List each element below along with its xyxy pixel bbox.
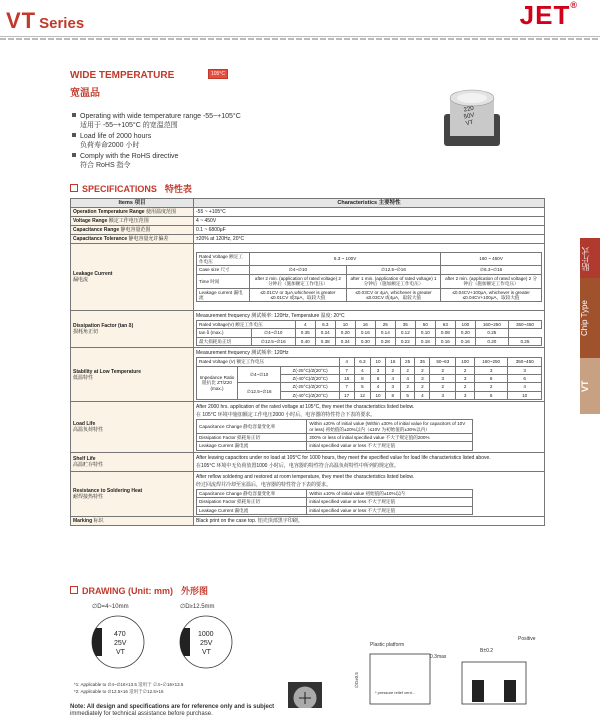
table-row: Capacitance Tolerance 静电容量允许偏差 ±20% at 120Hz, 20°C (71, 235, 545, 244)
side-tab-bottom: VT (580, 380, 590, 392)
svg-text:0.3max: 0.3max (430, 654, 447, 660)
table-cell: 0.22 (395, 337, 415, 345)
table-cell: 0.20 (335, 329, 355, 337)
table-cell: 3 (430, 391, 456, 399)
table-cell: 16 (355, 321, 375, 329)
table-cell: 2 (400, 383, 415, 391)
table-row: Dissipation Factor (tan δ) 损耗角正切 Measurement frequency 测试频率: 120Hz, Temperature 温度: 20°C Rated Voltage(V) 额定工作电压 4 6.3 10 16 25 35 50 63 100 160~250 350~450 tan δ (max.) ∅4~∅10 0.35 0.24 0.20 0.16 0.14 0.12 0.10 0.08 0.20 0.25 最大损耗角正切 ∅12.5~∅16 0.40 0.38 0.34 0.30 0.28 0.22 0.18 0.16 0.16 0.20 0.25 (71, 311, 545, 348)
table-cell: 25 (375, 321, 395, 329)
series-title (6, 8, 84, 34)
table-cell: 3 (456, 391, 474, 399)
table-row: Resistance to Soldering Heat 耐焊接热特性 After reflow soldering and restored at room temperature, they meet the characteristics listed below. 经过回流焊并冷却至室温后，电容器的特性符合下表的要求。 Capacitance Change 静电容量变化率 Within ±10% of initial value 初始值的±10%以内 Dissipation Factor 损耗角正切 initial specified value or less 不大于规定值 Leakage Current 漏电流 initial specified value or less 不大于规定值 (71, 471, 545, 516)
table-cell: 0.16 (355, 329, 375, 337)
table-cell: 4 (354, 366, 371, 374)
table-row: Load Life 高温负荷特性 After 2000 hrs. application of the rated voltage at 105°C, they meet the characteristics listed below. 在 105°C 环境中施加额定工作电压2000 小时后，电容器的特性符合下表的要求。 Capacitance Change 静电容量变化率 Within ±20% of initial value (Within ±30% of initial value for capacitors of 10V or less) 初始值的±20%以内（≤10V 为初始值的±30%以内） Dissipation Factor 损耗角正切 200% or less of initial specified value 不大于规定值的200% Leakage Current 漏电流 initial specified value or less 不大于规定值 (71, 402, 545, 453)
table-cell: 0.24 (315, 329, 335, 337)
table-row: Shelf Life 高温贮存特性 After leaving capacitors under no load at 105°C for 1000 hours, they meet the specified value for load life characteristics listed above. 在105°C 环境中无负荷放置1000 小时后，电容器的特性符合高温负荷特性中所列的规定值。 (71, 452, 545, 471)
header-dashes (0, 38, 600, 40)
table-row: Leakage Current 漏电流 Rated Voltage 额定工作电压 6.3 ~ 100V 160 ~ 450V Case size 尺寸 ∅4~∅10 ∅12.5~∅16 ∅6.3~∅16 Time 时间 after 2 min. (application of rated voltage) 2 分钟后（施加额定工作电压） after 1 min. (application of rated voltage) 1 分钟后（施加额定工作电压） after 2 min. (application of rated voltage) 2 分钟后（施加额定工作电压） Leakage current 漏电流 ≤0.01CV or 3μA,whichever is greater ≤0.01CV 或3μA，取较大值 ≤0.03CV or 4μA, whichever is greater ≤0.03CV 或4μA，取较大值 ≤0.04CV+100μA, whichever is greater ≤0.04CV+100μA，取较大值 (71, 244, 545, 311)
table-cell: 2 (400, 366, 415, 374)
table-cell: 4 (385, 375, 400, 383)
series-word: Series (39, 15, 85, 32)
table-cell: 16 (385, 358, 400, 366)
table-cell: 100 (456, 358, 474, 366)
feature-item: Load life of 2000 hours 负荷寿命2000 小时 (72, 132, 151, 150)
table-cell: 2 (456, 366, 474, 374)
table-cell: 7 (339, 366, 354, 374)
specifications-table (70, 198, 545, 526)
table-cell: 10 (371, 391, 386, 399)
table-cell: 0.20 (475, 337, 508, 345)
table-cell: 2 (415, 366, 430, 374)
table-cell: 8 (385, 391, 400, 399)
table-cell: 4 (339, 358, 354, 366)
table-cell: 6 (508, 375, 542, 383)
svg-text:25V: 25V (200, 640, 213, 647)
table-cell: 4 (508, 383, 542, 391)
table-cell: 15 (339, 375, 354, 383)
table-cell: 5 (400, 391, 415, 399)
table-cell: 3 (456, 375, 474, 383)
table-cell: 0.14 (375, 329, 395, 337)
svg-text:Positive: Positive (518, 636, 536, 642)
capacitor-image (440, 88, 504, 148)
table-cell: 0.16 (435, 337, 455, 345)
table-cell: 0.30 (355, 337, 375, 345)
table-cell: 0.35 (295, 329, 315, 337)
table-cell: 25 (400, 358, 415, 366)
table-cell: 4 (371, 383, 386, 391)
table-cell: 0.25 (475, 329, 508, 337)
svg-text:*2: Applicable to ∅12.5×16 适用于: *2: Applicable to ∅12.5×16 适用于∅12.5×16 (74, 689, 164, 694)
col-items: Items 项目 (71, 199, 194, 208)
stability-table: Rated Voltage (V) 额定工作电压 4 6.3 10 16 25 35 50~63 100 160~250 350~450 Impedance Ratio 阻抗比 ZT/Z20 (max.) ∅4~∅10 Z(-25°C)/Z(20°C) 7 4 3 2 2 2 2 2 3 3 Z(-40°C)/Z(20°C) 15 8 6 4 4 3 3 3 6 6 ∅12.5~∅16 Z(-25°C)/Z(20°C) 7 5 4 3 2 2 2 2 2 4 Z(-40°C)/Z(20°C) 17 12 10 8 5 4 3 3 6 10 (196, 357, 542, 400)
table-cell: 6 (474, 375, 508, 383)
table-cell: 2 (430, 383, 456, 391)
svg-text:∅D±0.5: ∅D±0.5 (354, 672, 359, 688)
logo-registered-mark: ® (570, 0, 578, 10)
table-row: Operation Temperature Range 使用温度范围 -55 ~ +105°C (71, 208, 545, 217)
svg-text:Plastic platform: Plastic platform (370, 642, 405, 648)
table-cell: 2 (474, 383, 508, 391)
header-divider (0, 36, 600, 37)
feature-item: Comply with the RoHS directive 符合 RoHS 指令 (72, 152, 178, 170)
dissipation-table: Rated Voltage(V) 额定工作电压 4 6.3 10 16 25 35 50 63 100 160~250 350~450 tan δ (max.) ∅4~∅10 0.35 0.24 0.20 0.16 0.14 0.12 0.10 0.08 0.20 0.25 最大损耗角正切 ∅12.5~∅16 0.40 0.38 0.34 0.30 0.28 0.22 0.18 0.16 0.16 0.20 0.25 (196, 320, 542, 346)
table-cell: 0.34 (335, 337, 355, 345)
table-cell: 63 (435, 321, 455, 329)
table-cell: 50 (415, 321, 435, 329)
wide-temperature-title: WIDE TEMPERATURE (70, 70, 175, 81)
side-tab-top: 貼片式 (581, 247, 590, 271)
svg-text:∅D≥12.5mm: ∅D≥12.5mm (180, 604, 215, 610)
table-cell: 350~450 (508, 358, 542, 366)
side-tab-middle: Chip Type (580, 300, 589, 336)
load-life-table: Capacitance Change 静电容量变化率 Within ±20% of initial value (Within ±30% of initial value for capacitors of 10V or less) 初始值的±20%以内（≤10V 为初始值的±30%以内） Dissipation Factor 损耗角正切 200% or less of initial specified value 不大于规定值的200% Leakage Current 漏电流 initial specified value or less 不大于规定值 (196, 419, 473, 451)
table-cell: 7 (339, 383, 354, 391)
table-cell: 2 (456, 383, 474, 391)
svg-text:VT: VT (202, 649, 211, 656)
table-cell: 100 (455, 321, 475, 329)
svg-text:25V: 25V (114, 640, 127, 647)
footer-note: Note: All design and specifications are for reference only and is subject immediately for technical assistance before purchase. (70, 704, 275, 717)
table-row: Capacitance Range 静电容量范围 0.1 ~ 6800μF (71, 226, 545, 235)
col-characteristics: Characteristics 主要特性 (194, 199, 545, 208)
svg-text:B±0.2: B±0.2 (480, 648, 494, 654)
table-cell: 3 (385, 383, 400, 391)
table-cell: 8 (354, 375, 371, 383)
table-cell: 6.3 (315, 321, 335, 329)
leakage-table: Rated Voltage 额定工作电压 6.3 ~ 100V 160 ~ 450V Case size 尺寸 ∅4~∅10 ∅12.5~∅16 ∅6.3~∅16 Time 时间 after 2 min. (application of rated voltage) 2 分钟后（施加额定工作电压） after 1 min. (application of rated voltage) 1 分钟后（施加额定工作电压） after 2 min. (application of rated voltage) 2 分钟后（施加额定工作电压） Leakage current 漏电流 ≤0.01CV or 3μA,whichever is greater ≤0.01CV 或3μA，取较大值 ≤0.03CV or 4μA, whichever is greater ≤0.03CV 或4μA，取较大值 ≤0.04CV+100μA, whichever is greater ≤0.04CV+100μA，取较大值 (196, 252, 542, 303)
table-cell: 0.25 (508, 337, 541, 345)
table-cell: 350~450 (508, 321, 541, 329)
temperature-badge: 105°C (208, 69, 228, 79)
jet-logo (520, 0, 578, 31)
table-cell: 0.12 (395, 329, 415, 337)
table-cell: 160~250 (475, 321, 508, 329)
logo-text: JET (519, 0, 571, 30)
svg-text:1000: 1000 (198, 631, 214, 638)
series-code: VT (6, 8, 37, 33)
cap-label-3: VT (465, 119, 475, 128)
table-cell: 12 (354, 391, 371, 399)
side-tab (580, 238, 600, 414)
feature-item: Operating with wide temperature range -55~+105°C 适用于 -55~+105°C 的宽温范围 (72, 112, 241, 130)
table-cell: 4 (415, 391, 430, 399)
svg-text:*1: Applicable to ∅4~∅16×13.5: *1: Applicable to ∅4~∅16×13.5 适用于 ∅4~∅16×13.5 (74, 682, 184, 687)
table-cell: 3 (430, 375, 456, 383)
cap-label-2: 50V (463, 112, 476, 121)
table-cell: 0.38 (315, 337, 335, 345)
table-cell: 160~250 (474, 358, 508, 366)
table-cell: 10 (371, 358, 386, 366)
table-cell: 3 (415, 375, 430, 383)
table-cell: 6.3 (354, 358, 371, 366)
table-cell: 10 (335, 321, 355, 329)
table-cell: 0.20 (455, 329, 475, 337)
specifications-heading: SPECIFICATIONS 特性表 (70, 182, 192, 195)
table-row: Marking 标识 Black print on the case top. 铝壳顶部黑字印刷。 (71, 517, 545, 526)
outline-drawing (70, 598, 550, 708)
table-cell: 35 (415, 358, 430, 366)
table-cell: 10 (508, 391, 542, 399)
table-cell: 50~63 (430, 358, 456, 366)
table-cell: 0.18 (415, 337, 435, 345)
table-cell: 3 (371, 366, 386, 374)
table-cell: 4 (400, 375, 415, 383)
table-cell: 0.10 (415, 329, 435, 337)
table-cell: 6 (474, 391, 508, 399)
table-cell: 2 (385, 366, 400, 374)
svg-text:* pressure relief vent...: * pressure relief vent... (375, 690, 416, 695)
solder-table: Capacitance Change 静电容量变化率 Within ±10% of initial value 初始值的±10%以内 Dissipation Factor 损耗角正切 initial specified value or less 不大于规定值 Leakage Current 漏电流 initial specified value or less 不大于规定值 (196, 489, 473, 515)
svg-text:∅D=4~10mm: ∅D=4~10mm (92, 604, 129, 610)
cap-label-1: 220 (463, 105, 475, 114)
table-cell: 17 (339, 391, 354, 399)
svg-text:VT: VT (116, 649, 125, 656)
table-cell: 0.28 (375, 337, 395, 345)
table-cell: 3 (474, 366, 508, 374)
table-row: Stability at Low Temperature 低温特性 Measurement frequency 测试频率: 120Hz Rated Voltage (V) 额定工作电压 4 6.3 10 16 25 35 50~63 100 160~250 350~450 Impedance Ratio 阻抗比 ZT/Z20 (max.) ∅4~∅10 Z(-25°C)/Z(20°C) 7 4 3 2 2 2 2 2 3 3 Z(-40°C)/Z(20°C) 15 8 6 4 4 3 3 3 6 6 ∅12.5~∅16 Z(-25°C)/Z(20°C) 7 5 4 3 2 2 2 2 2 4 Z(-40°C)/Z(20°C) 17 12 10 8 5 4 3 3 6 10 (71, 348, 545, 402)
table-cell: 0.16 (455, 337, 475, 345)
table-row: Voltage Range 额定工作电压范围 4 ~ 450V (71, 217, 545, 226)
table-cell: 3 (508, 366, 542, 374)
table-cell: 6 (371, 375, 386, 383)
drawing-heading: DRAWING (Unit: mm) 外形图 (70, 584, 208, 597)
table-cell: 0.40 (295, 337, 315, 345)
table-cell: 2 (430, 366, 456, 374)
table-cell: 35 (395, 321, 415, 329)
wide-temperature-cn: 宽温品 (70, 88, 100, 99)
svg-text:470: 470 (114, 631, 126, 638)
table-cell: 5 (354, 383, 371, 391)
table-cell: 2 (415, 383, 430, 391)
table-cell: 0.08 (435, 329, 455, 337)
table-cell: 4 (295, 321, 315, 329)
